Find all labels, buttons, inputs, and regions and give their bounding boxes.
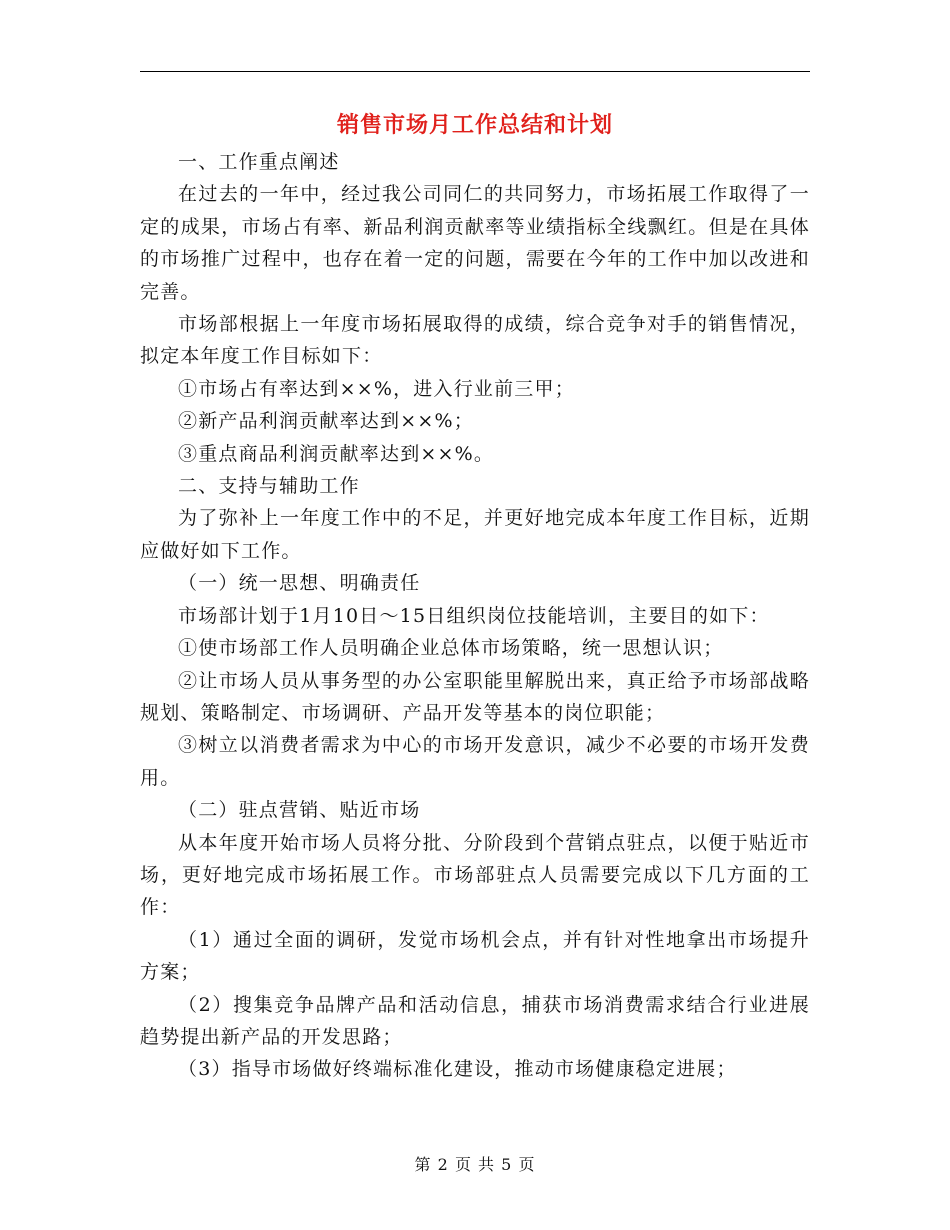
list-item: （2）搜集竞争品牌产品和活动信息，捕获市场消费需求结合行业进展趋势提出新产品的开发思路；	[140, 993, 810, 1048]
paragraph: 市场部根据上一年度市场拓展取得的成绩，综合竞争对手的销售情况，拟定本年度工作目标如下：	[140, 313, 810, 368]
current-page-number: 2	[437, 1155, 449, 1174]
paragraph: 从本年度开始市场人员将分批、分阶段到个营销点驻点，以便于贴近市场，更好地完成市场拓展工作。市场部驻点人员需要完成以下几方面的工作：	[140, 831, 810, 919]
paragraph: 为了弥补上一年度工作中的不足，并更好地完成本年度工作目标，近期应做好如下工作。	[140, 507, 810, 562]
subsection-heading-2: （二）驻点营销、贴近市场	[178, 799, 421, 822]
document-title: 销售市场月工作总结和计划	[336, 112, 613, 138]
footer-total-label: 共	[478, 1155, 496, 1174]
list-item: ②让市场人员从事务型的办公室职能里解脱出来，真正给予市场部战略规划、策略制定、市场调研、产品开发等基本的岗位职能；	[140, 669, 810, 724]
footer-page-label: 页	[454, 1155, 472, 1174]
subsection-heading-1: （一）统一思想、明确责任	[178, 572, 421, 595]
header-rule	[140, 71, 810, 72]
list-item: （1）通过全面的调研，发觉市场机会点，并有针对性地拿出市场提升方案；	[140, 928, 810, 984]
list-item: ②新产品利润贡献率达到××%；	[178, 410, 474, 433]
total-page-count: 5	[501, 1155, 513, 1174]
list-item: ③重点商品利润贡献率达到××%。	[178, 442, 495, 465]
footer-suffix: 页	[518, 1155, 536, 1174]
section-heading-2: 二、支持与辅助工作	[178, 475, 360, 498]
footer-prefix: 第	[414, 1155, 432, 1174]
list-item: ①使市场部工作人员明确企业总体市场策略，统一思想认识；	[178, 637, 724, 660]
document-body	[140, 146, 810, 1086]
list-item: ③树立以消费者需求为中心的市场开发意识，减少不必要的市场开发费用。	[140, 734, 810, 789]
paragraph: 市场部计划于1月10日～15日组织岗位技能培训，主要目的如下：	[178, 604, 770, 627]
section-heading-1: 一、工作重点阐述	[178, 151, 340, 173]
paragraph: 在过去的一年中，经过我公司同仁的共同努力，市场拓展工作取得了一定的成果，市场占有率、新品利润贡献率等业绩指标全线飘红。但是在具体的市场推广过程中，也存在着一定的问题，需要在今年的工作中加以改进和完善。	[140, 183, 810, 303]
page-footer	[0, 1152, 950, 1175]
list-item: （3）指导市场做好终端标准化建设，推动市场健康稳定进展；	[178, 1058, 737, 1081]
list-item: ①市场占有率达到××%，进入行业前三甲；	[178, 377, 575, 400]
